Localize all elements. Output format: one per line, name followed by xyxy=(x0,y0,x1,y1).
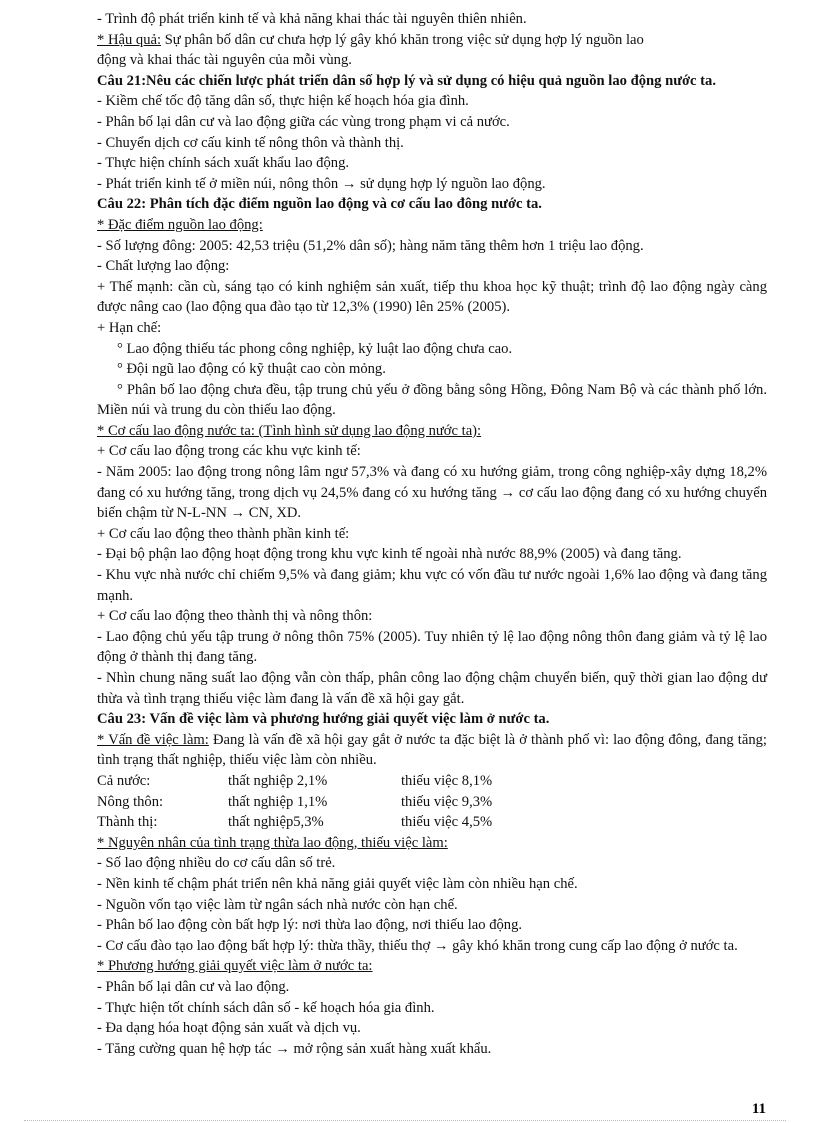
section-heading: * Đặc điểm nguồn lao động: xyxy=(97,216,263,233)
text-paragraph: - Năm 2005: lao động trong nông lâm ngư 57,3% và đang có xu hướng giảm, trong công nghiệp-xây dựng 18,2% đang có xu hướng tăng, trong dịch vụ 24,5% đang có xu hướng tăng → cơ cấu lao động đang có xu hướng chuyển biến chậm từ N-L-NN → CN, XD. xyxy=(97,464,767,522)
text-line: + Hạn chế: xyxy=(97,319,162,336)
bullet-paragraph: ° Phân bố lao động chưa đều, tập trung chủ yếu ở đồng bằng sông Hồng, Đông Nam Bộ và các thành phố lớn. Miền núi và trung du còn thiếu lao động. xyxy=(97,381,767,419)
rate-underemployment: thiếu việc 9,3% xyxy=(401,793,493,810)
rate-unemployment: thất nghiệp 1,1% xyxy=(228,793,328,810)
text-paragraph: - Cơ cấu đào tạo lao động bất hợp lý: thừa thầy, thiếu thợ → gây khó khăn trong cung cấp lao động ở nước ta. xyxy=(97,937,738,954)
question-21-heading: Câu 21:Nêu các chiến lược phát triển dân số hợp lý và sử dụng có hiệu quả nguồn lao động nước ta. xyxy=(97,72,716,89)
text-paragraph: - Nhìn chung năng suất lao động vẫn còn thấp, phân công lao động chậm chuyển biến, quỹ thời gian lao động dư thừa và tình trạng thiếu việc làm đang là vấn đề xã hội gay gắt. xyxy=(97,670,767,707)
rates-row xyxy=(97,792,767,813)
employment-issue-paragraph xyxy=(97,730,767,771)
text-line: - Kiềm chế tốc độ tăng dân số, thực hiện kế hoạch hóa gia đình. xyxy=(97,93,469,110)
consequence-line xyxy=(97,30,767,51)
question-22-heading: Câu 22: Phân tích đặc điểm nguồn lao động và cơ cấu lao đông nước ta. xyxy=(97,196,542,213)
rate-unemployment: thất nghiệp 2,1% xyxy=(228,772,328,789)
section-heading: * Nguyên nhân của tình trạng thừa lao động, thiếu việc làm: xyxy=(97,834,448,851)
text-line: - Trình độ phát triển kinh tế và khả năng khai thác tài nguyên thiên nhiên. xyxy=(97,11,527,27)
text-paragraph: - Đại bộ phận lao động hoạt động trong khu vực kinh tế ngoài nhà nước 88,9% (2005) và đang tăng. xyxy=(97,546,682,563)
text-line: - Nguồn vốn tạo việc làm từ ngân sách nhà nước còn hạn chế. xyxy=(97,896,458,913)
section-heading: * Phương hướng giải quyết việc làm ở nước ta: xyxy=(97,958,373,975)
text-line: - Phân bố lại dân cư và lao động giữa các vùng trong phạm vi cả nước. xyxy=(97,113,510,130)
page-number: 11 xyxy=(751,1101,766,1117)
text-paragraph: + Thế mạnh: cần cù, sáng tạo có kinh nghiệm sản xuất, tiếp thu khoa học kỹ thuật; trình độ lao động ngày càng được nâng cao (lao động qua đào tạo từ 12,3% (1990) lên 25% (2005). xyxy=(97,278,767,316)
text-line: - Chuyển dịch cơ cấu kinh tế nông thôn và thành thị. xyxy=(97,134,404,151)
text-line: - Nền kinh tế chậm phát triển nên khả năng giải quyết việc làm còn nhiều hạn chế. xyxy=(97,875,578,892)
text-line: - Phát triển kinh tế ở miền núi, nông thôn → sử dụng hợp lý nguồn lao động. xyxy=(97,175,546,192)
rates-row xyxy=(97,812,767,833)
text-line: + Cơ cấu lao động theo thành thị và nông thôn: xyxy=(97,608,373,625)
text-paragraph: - Lao động chủ yếu tập trung ở nông thôn 75% (2005). Tuy nhiên tỷ lệ lao động nông thôn đang giảm và tỷ lệ lao động ở thành thị đang tăng. xyxy=(97,628,767,666)
consequence-text: Sự phân bố dân cư chưa hợp lý gây khó khăn trong việc sử dụng hợp lý nguồn lao xyxy=(161,31,644,48)
text-line: + Cơ cấu lao động trong các khu vực kinh tế: xyxy=(97,443,361,460)
section-heading: * Cơ cấu lao động nước ta: (Tình hình sử dụng lao động nước ta): xyxy=(97,422,482,439)
footer-divider xyxy=(24,1120,786,1121)
rate-underemployment: thiếu việc 4,5% xyxy=(401,814,493,831)
employment-issue-text: Đang là vấn đề xã hội gay gắt ở nước ta đặc biệt là ở thành phố vì: lao động đông, đang tăng; tình trạng thất nghiệp, thiếu việc làm còn nhiều. xyxy=(97,731,767,769)
rate-unemployment: thất nghiệp5,3% xyxy=(228,814,324,831)
employment-issue-label: * Vấn đề việc làm: xyxy=(97,731,209,748)
consequence-label: * Hậu quả: xyxy=(97,31,162,48)
rate-underemployment: thiếu việc 8,1% xyxy=(401,772,493,789)
text-line: - Thực hiện chính sách xuất khẩu lao động. xyxy=(97,155,350,172)
bullet-line: ° Đội ngũ lao động có kỹ thuật cao còn mỏng. xyxy=(117,361,386,378)
text-line: - Phân bố lại dân cư và lao động. xyxy=(97,978,290,995)
text-line: - Đa dạng hóa hoạt động sản xuất và dịch vụ. xyxy=(97,1020,361,1037)
text-line: - Thực hiện tốt chính sách dân số - kế hoạch hóa gia đình. xyxy=(97,999,435,1016)
rate-region: Cả nước: xyxy=(97,772,151,789)
text-line: - Tăng cường quan hệ hợp tác → mở rộng sản xuất hàng xuất khẩu. xyxy=(97,1040,492,1057)
text-line: - Số lao động nhiều do cơ cấu dân số trẻ. xyxy=(97,855,336,872)
question-23-heading: Câu 23: Vấn đề việc làm và phương hướng giải quyết việc làm ở nước ta. xyxy=(97,711,550,728)
text-line: - Chất lượng lao động: xyxy=(97,258,230,275)
text-line: - Số lượng đông: 2005: 42,53 triệu (51,2% dân số); hàng năm tăng thêm hơn 1 triệu lao động. xyxy=(97,237,644,254)
text-paragraph: - Khu vực nhà nước chỉ chiếm 9,5% và đang giảm; khu vực có vốn đầu tư nước ngoài 1,6% lao động và đang tăng mạnh. xyxy=(97,567,767,604)
rates-row xyxy=(97,771,767,792)
text-line: động và khai thác tài nguyên của mỗi vùng. xyxy=(97,52,352,69)
text-line: + Cơ cấu lao động theo thành phần kinh tế: xyxy=(97,525,350,542)
rate-region: Nông thôn: xyxy=(97,793,164,810)
rate-region: Thành thị: xyxy=(97,814,158,831)
bullet-line: ° Lao động thiếu tác phong công nghiệp, kỷ luật lao động chưa cao. xyxy=(117,340,513,357)
document-page xyxy=(97,9,767,1059)
text-line: - Phân bố lao động còn bất hợp lý: nơi thừa lao động, nơi thiếu lao động. xyxy=(97,917,523,934)
